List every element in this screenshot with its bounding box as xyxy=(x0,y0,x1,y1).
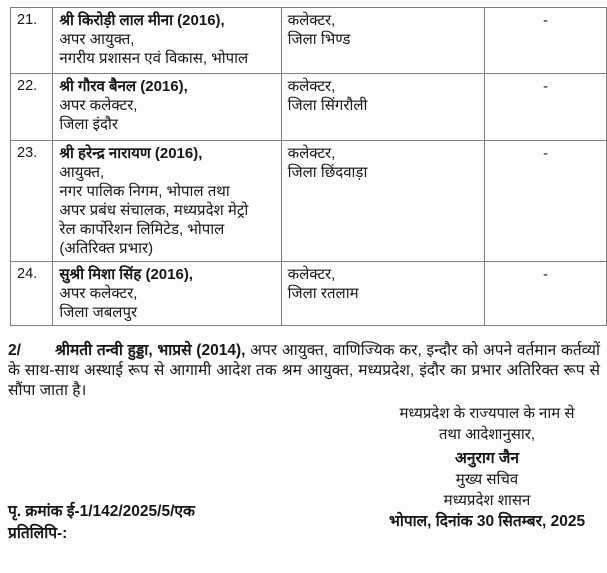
posting-title: कलेक्टर, xyxy=(287,78,336,95)
paragraph-body: अपर आयुक्त, वाणिज्यिक कर, इन्दौर को अपने वर्तमान कर्तव्यों के साथ-साथ अस्थाई रूप से आगामी आदेश तक श्रम आयुक्त, मध्यप्रदेश, इंदौर का प्रभार अतिरिक्त रूप से सौंपा जाता है। xyxy=(8,342,600,399)
signature-block xyxy=(371,403,603,532)
officer-post: अपर आयुक्त, xyxy=(59,31,135,48)
officer-details xyxy=(53,8,281,74)
officer-name-lead: श्रीमती तन्वी हुड्डा, भाप्रसे (2014), xyxy=(55,342,246,359)
table-row-24 xyxy=(11,262,607,326)
serial-number: 23. xyxy=(11,141,53,262)
order-paragraph xyxy=(8,341,600,401)
signatory-org: मध्यप्रदेश शासन xyxy=(443,492,531,509)
copy-label: प्रतिलिपि-: xyxy=(8,525,68,542)
officer-dept: नगरीय प्रशासन एवं विकास, भोपाल xyxy=(59,50,249,67)
signatory-designation: मुख्य सचिव xyxy=(455,471,519,488)
officer-post: अपर कलेक्टर, xyxy=(59,97,138,114)
signatory-name: अनुराग जैन xyxy=(455,450,519,467)
remark-cell: - xyxy=(484,74,606,141)
officer-name: श्री किरोड़ी लाल मीना (2016), xyxy=(59,12,225,29)
table-row-21 xyxy=(11,8,607,74)
table-row-22 xyxy=(11,74,607,141)
posting-title: कलेक्टर, xyxy=(287,145,336,162)
place-date-line: भोपाल, दिनांक 30 सितम्बर, 2025 xyxy=(388,513,586,530)
officer-dept: (अतिरिक्त प्रभार) xyxy=(59,240,154,257)
remark-cell: - xyxy=(484,141,606,262)
remark-cell: - xyxy=(484,262,606,326)
reference-footer xyxy=(8,501,195,545)
serial-number: 22. xyxy=(11,74,53,141)
authority-line-2: तथा आदेशानुसार, xyxy=(438,426,536,443)
officer-name: श्री गौरव बैनल (2016), xyxy=(59,78,188,95)
officer-details xyxy=(53,141,281,262)
serial-number: 24. xyxy=(11,262,53,326)
officer-name: श्री हरेन्द्र नारायण (2016), xyxy=(59,145,203,162)
posting-title: कलेक्टर, xyxy=(287,12,336,29)
officer-dept: अपर प्रबंध संचालक, मध्यप्रदेश मेट्रो xyxy=(59,202,249,219)
officer-name: सुश्री मिशा सिंह (2016), xyxy=(59,266,193,283)
officer-details xyxy=(53,262,281,326)
new-posting xyxy=(281,262,484,326)
posting-district: जिला रतलाम xyxy=(287,285,359,302)
new-posting xyxy=(281,74,484,141)
serial-number: 21. xyxy=(11,8,53,74)
paragraph-number: 2/ xyxy=(8,342,21,359)
reference-number: पृ. क्रमांक ई-1/142/2025/5/एक xyxy=(8,503,195,520)
posting-title: कलेक्टर, xyxy=(287,266,336,283)
authority-line-1: मध्यप्रदेश के राज्यपाल के नाम से xyxy=(399,405,575,422)
officer-dept: नगर पालिक निगम, भोपाल तथा xyxy=(59,183,230,200)
officer-post: अपर कलेक्टर, xyxy=(59,285,138,302)
officer-dept: जिला इंदौर xyxy=(59,116,118,133)
posting-district: जिला सिंगरौली xyxy=(287,97,368,114)
posting-district: जिला भिण्ड xyxy=(287,31,351,48)
posting-district: जिला छिंदवाड़ा xyxy=(287,164,368,181)
table-row-23 xyxy=(11,141,607,262)
officer-dept: जिला जबलपुर xyxy=(59,304,138,321)
new-posting xyxy=(281,141,484,262)
officer-details xyxy=(53,74,281,141)
remark-cell: - xyxy=(484,8,606,74)
transfer-table xyxy=(10,7,607,326)
new-posting xyxy=(281,8,484,74)
officer-dept: रेल कार्पोरेशन लिमिटेड, भोपाल xyxy=(59,221,225,238)
officer-post: आयुक्त, xyxy=(59,164,105,181)
